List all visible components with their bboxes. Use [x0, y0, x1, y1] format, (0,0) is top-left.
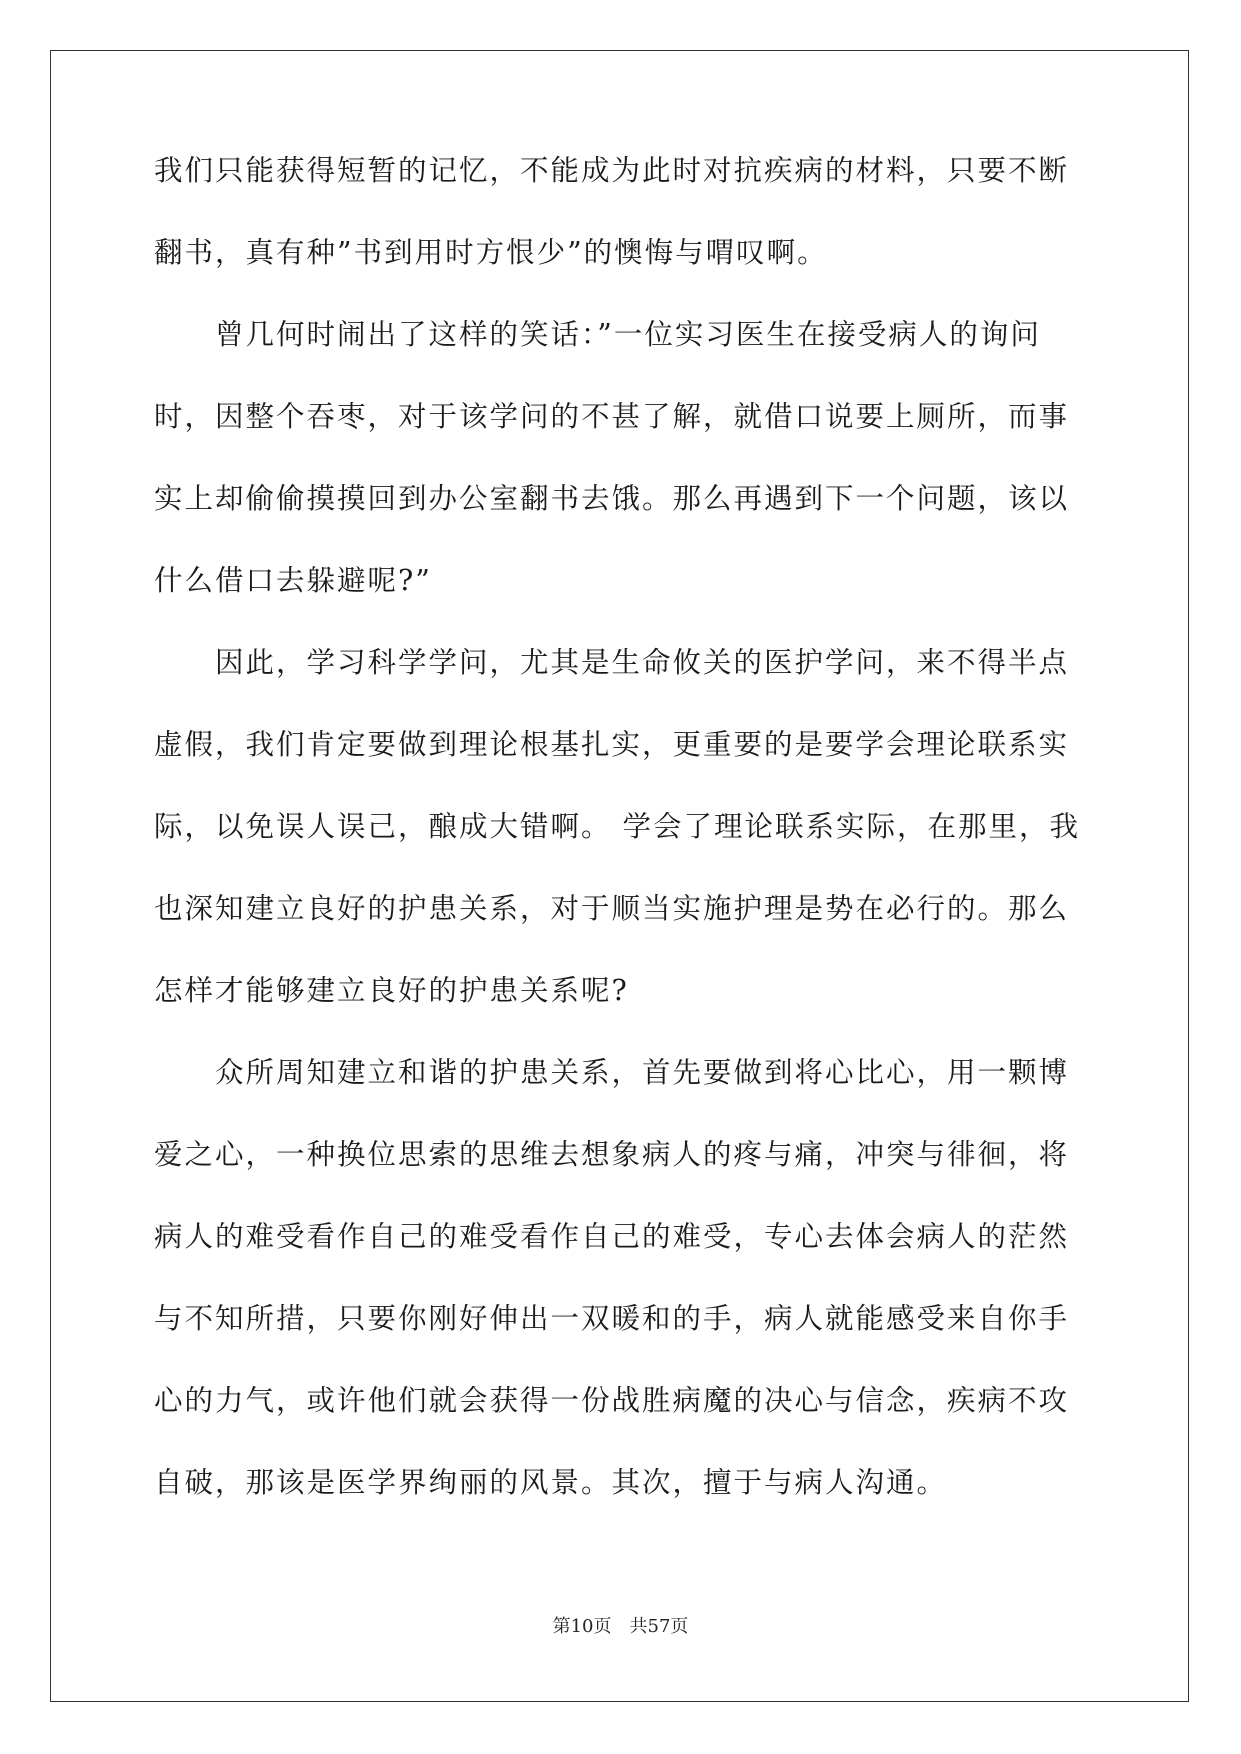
- page-footer: [0, 1612, 1241, 1638]
- text-line: 翻书，真有种”书到用时方恨少”的懊悔与喟叹啊。: [154, 236, 828, 269]
- body-text: [154, 130, 1094, 1524]
- text-line: 与不知所措，只要你刚好伸出一双暖和的手，病人就能感受来自你手: [154, 1302, 1070, 1335]
- text-line: 心的力气，或许他们就会获得一份战胜病魔的决心与信念，疾病不攻: [154, 1384, 1070, 1417]
- text-line: 我们只能获得短暂的记忆，不能成为此时对抗疾病的材料，只要不断: [154, 154, 1070, 187]
- text-line: 众所周知建立和谐的护患关系，首先要做到将心比心，用一颗博: [154, 1056, 1070, 1089]
- text-line: 什么借口去躲避呢?”: [154, 564, 432, 597]
- text-line: 实上却偷偷摸摸回到办公室翻书去饿。那么再遇到下一个问题，该以: [154, 482, 1070, 515]
- text-line: 曾几何时闹出了这样的笑话：”一位实习医生在接受病人的询问: [154, 318, 1041, 351]
- text-line: 爱之心，一种换位思索的思维去想象病人的疼与痛，冲突与徘徊，将: [154, 1138, 1070, 1171]
- text-line: 怎样才能够建立良好的护患关系呢?: [154, 974, 629, 1007]
- text-line: 虚假，我们肯定要做到理论根基扎实，更重要的是要学会理论联系实: [154, 728, 1070, 761]
- text-line: 也深知建立良好的护患关系，对于顺当实施护理是势在必行的。那么: [154, 892, 1070, 925]
- text-line: 时，因整个吞枣，对于该学问的不甚了解，就借口说要上厕所，而事: [154, 400, 1070, 433]
- text-line: 际，以免误人误己，酿成大错啊。 学会了理论联系实际，在那里，我: [154, 810, 1081, 843]
- page-number: 第10页 共57页: [552, 1616, 689, 1637]
- text-line: 自破，那该是医学界绚丽的风景。其次，擅于与病人沟通。: [154, 1466, 948, 1499]
- text-line: 因此，学习科学学问，尤其是生命攸关的医护学问，来不得半点: [154, 646, 1070, 679]
- text-line: 病人的难受看作自己的难受看作自己的难受，专心去体会病人的茫然: [154, 1220, 1070, 1253]
